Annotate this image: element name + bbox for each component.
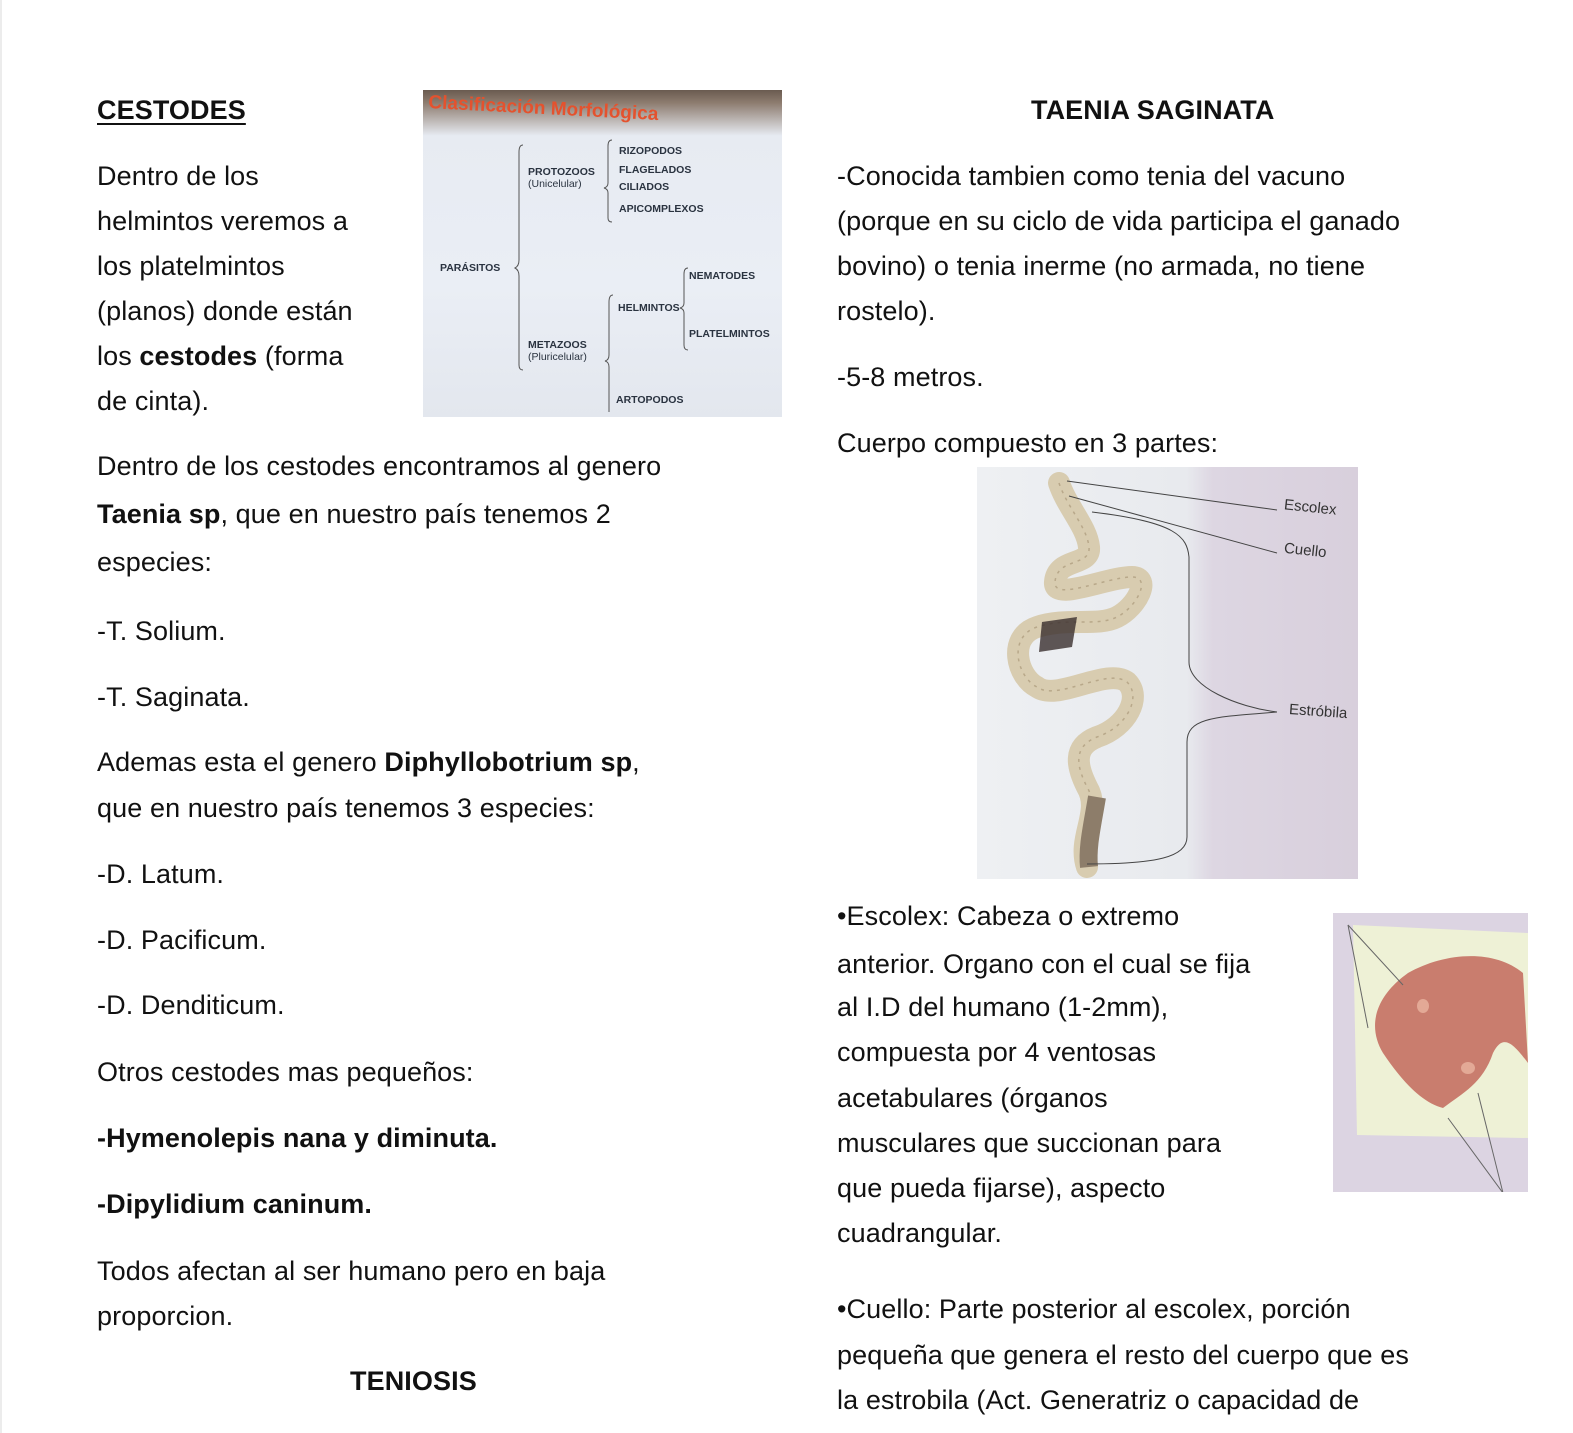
text: Ademas esta el genero [97,747,385,777]
slide-title: Clasificación Morfológica [427,92,659,126]
taenia-paragraph-line2 [97,499,611,530]
escolex-line: que pueda fijarse), aspecto [837,1173,1166,1203]
label-escolex: Escolex [1283,496,1338,519]
intro-line: helmintos veremos a [97,206,349,236]
length-line: -5-8 metros. [837,362,984,392]
escolex-line: musculares que succionan para [837,1128,1222,1158]
species-item: -T. Saginata. [97,682,250,712]
sucker [1417,999,1429,1013]
intro-line: los platelmintos [97,251,285,281]
label-cuello: Cuello [1283,539,1328,562]
teniosis-heading: TENIOSIS [350,1366,477,1396]
slide-apicomplexos: APICOMPLEXOS [619,203,704,215]
closing-line: proporcion. [97,1301,234,1331]
worm-body [1018,483,1141,867]
escolex-line: compuesta por 4 ventosas [837,1037,1157,1067]
cuello-line: la estrobila (Act. Generatriz o capacidad de [837,1385,1360,1415]
other-cestode-item: -Hymenolepis nana y diminuta. [97,1123,498,1153]
slide-nematodes: NEMATODES [689,270,756,282]
sucker [1461,1062,1475,1074]
escolex-line: •Escolex: Cabeza o extremo [837,901,1180,931]
bold-term-taenia: Taenia sp [97,499,221,529]
worm-dark-patch [1039,617,1077,652]
slide-flagelados: FLAGELADOS [619,164,692,176]
cuello-pointer [1069,496,1277,553]
brace-helmintos [680,268,688,350]
taenia-paragraph-line1: Dentro de los cestodes encontramos al genero [97,451,662,481]
brace-lines [423,90,782,417]
text: los [97,341,140,371]
species-item: -T. Solium. [97,616,226,646]
slide-unicelular: (Unicelular) [528,178,582,190]
others-intro: Otros cestodes mas pequeños: [97,1057,474,1087]
other-cestode-item: -Dipylidium caninum. [97,1189,373,1219]
desc-line: (porque en su ciclo de vida participa el ganado [837,206,1401,236]
taenia-paragraph-line3: especies: [97,547,212,577]
classification-slide-image [423,90,782,417]
brace-parasitos [515,145,523,370]
desc-line: bovino) o tenia inerme (no armada, no tiene [837,251,1366,281]
brace-protozoos [604,140,612,222]
cuello-line: •Cuello: Parte posterior al escolex, porción [837,1294,1351,1324]
tapeworm-photo [977,467,1358,879]
species-item: -D. Latum. [97,859,225,889]
species-item: -D. Denditicum. [97,990,285,1020]
slide-metazoos: METAZOOS [528,339,587,351]
scolex-illustration [1333,913,1528,1192]
intro-line: (planos) donde están [97,296,353,326]
slide-rizopodos: RIZOPODOS [619,145,683,157]
intro-line: Dentro de los [97,161,259,191]
escolex-line: anterior. Organo con el cual se fija [837,949,1251,979]
text: , que en nuestro país tenemos 2 [220,499,611,529]
scolex-photo [1333,913,1528,1192]
species-item: -D. Pacificum. [97,925,267,955]
slide-parasitos: PARÁSITOS [440,262,501,274]
closing-line: Todos afectan al ser humano pero en baja [97,1256,606,1286]
brace-metazoos [605,295,613,412]
escolex-line: acetabulares (órganos [837,1083,1108,1113]
slide-protozoos: PROTOZOOS [528,166,595,178]
tapeworm-illustration [977,467,1358,879]
bold-term: cestodes [139,341,258,371]
cestodes-heading: CESTODES [97,95,246,125]
taenia-saginata-heading: TAENIA SAGINATA [1031,95,1275,125]
desc-line: rostelo). [837,296,936,326]
desc-line: -Conocida tambien como tenia del vacuno [837,161,1346,191]
cuello-line: pequeña que genera el resto del cuerpo que es [837,1340,1409,1370]
worm-tail [1089,797,1097,867]
diphyllo-paragraph-line2: que en nuestro país tenemos 3 especies: [97,793,595,823]
slide-helmintos: HELMINTOS [618,302,680,314]
intro-line: de cinta). [97,386,210,416]
slide-ciliados: CILIADOS [619,181,670,193]
label-estrobila: Estróbila [1288,700,1348,723]
intro-line [97,341,344,372]
bold-term-diphyllobotrium: Diphyllobotrium sp [384,747,633,777]
body-parts-intro: Cuerpo compuesto en 3 partes: [837,428,1219,458]
slide-pluricelular: (Pluricelular) [528,351,587,363]
text: (forma [257,341,344,371]
escolex-line: cuadrangular. [837,1218,1002,1248]
escolex-pointer [1067,481,1277,510]
slide-artropodos: ARTOPODOS [616,394,684,406]
diphyllo-paragraph-line1 [97,747,640,778]
text: , [632,747,640,777]
slide-platelmintos: PLATELMINTOS [689,328,770,340]
escolex-line: al I.D del humano (1-2mm), [837,992,1169,1022]
